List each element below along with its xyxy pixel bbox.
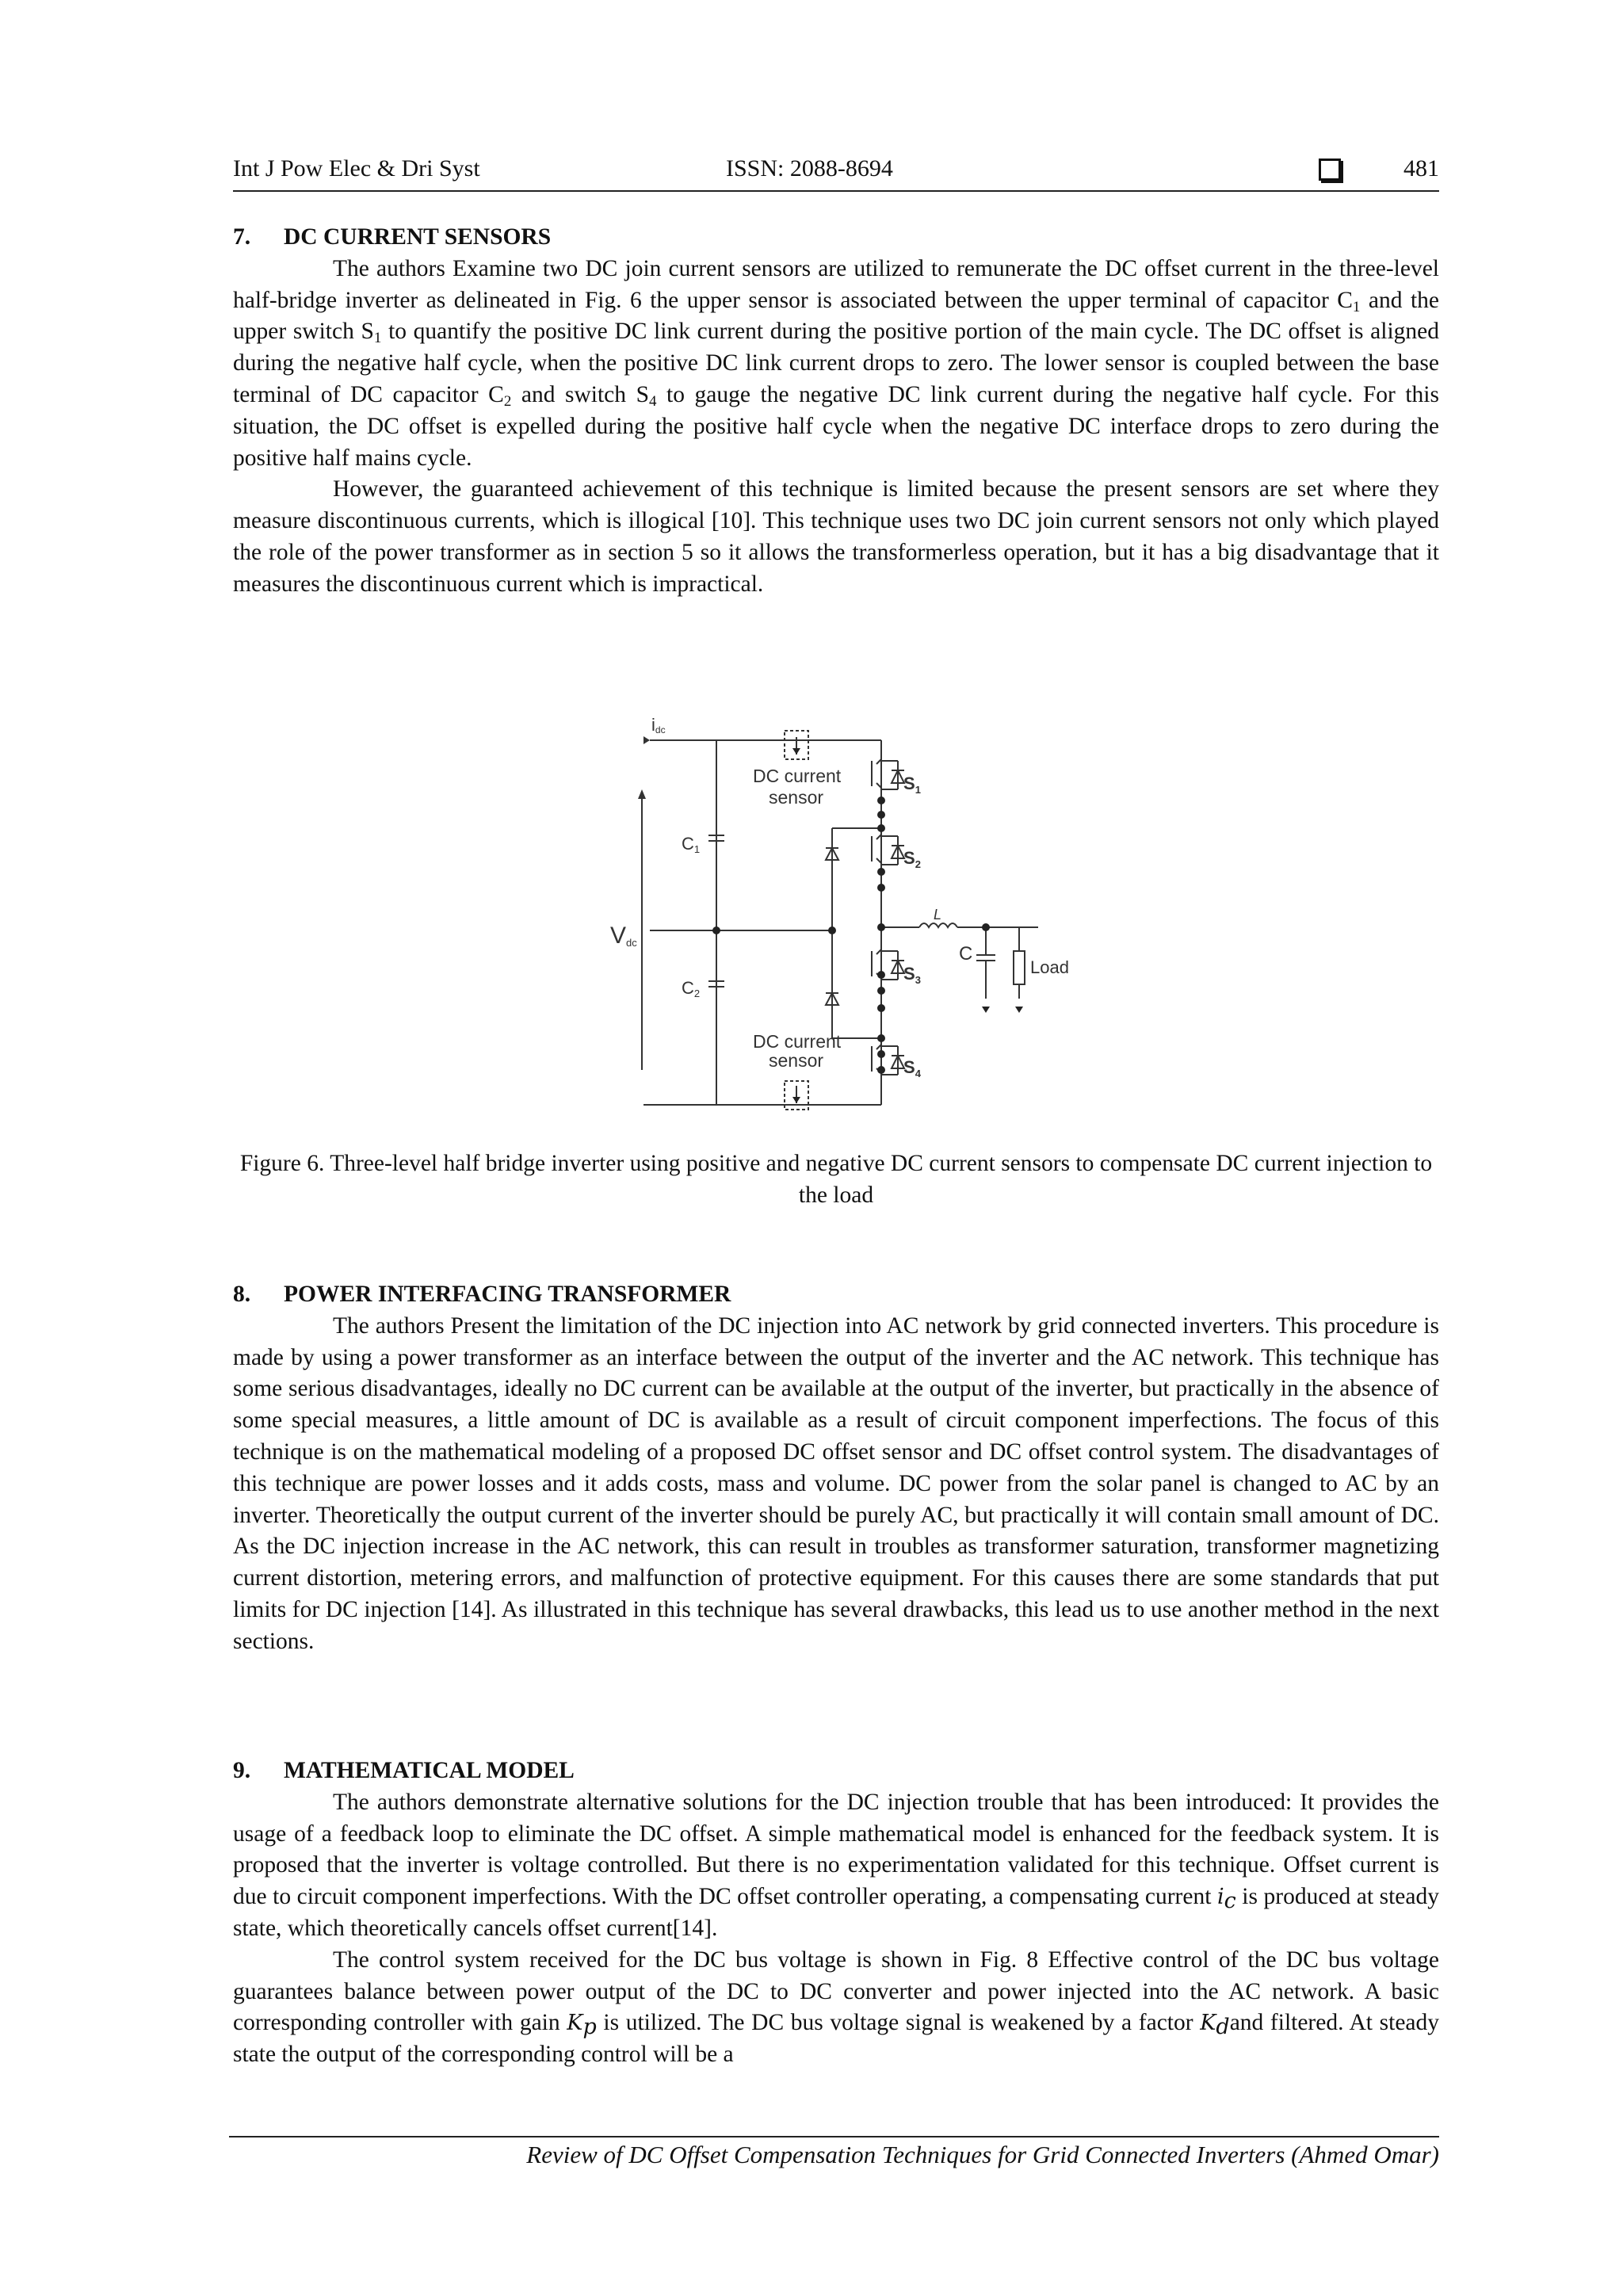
figure-6-circuit bbox=[571, 713, 1125, 1125]
section-9-paragraph-2: The control system received for the DC bus voltage is shown in Fig. 8 Effective control of the DC bus voltage guarantees balance between power output of the DC to DC converter and power injected into the AC network. A basic corresponding controller with gain $K_p$ is utilized. The DC bus voltage signal is weakened by a factor $K_dand$ filtered. At steady state the output of the corresponding control will be a bbox=[233, 1946, 1440, 2068]
c1-label: C1 bbox=[682, 834, 701, 855]
section-8-paragraph-1: The authors Present the limitation of the DC injection into AC network by grid connected inverters. This procedure is made by using a power transformer as an interface between the output of the inverter and the AC network. This technique has some serious disadvantages, ideally no DC current can be available at the output of the inverter, but practically in the absence of some special measures, a little amount of DC is available as a result of circuit component imperfections. The focus of this technique is on the mathematical modeling of a proposed DC offset sensor and DC offset control system. The disadvantages of this technique are power losses and it adds costs, mass and volume. DC power from the solar panel is changed to AC by an inverter. Theoretically the output current of the inverter should be purely AC, but practically it will contain small amount of DC. As the DC injection increase in the AC network, this can result in troubles as transformer saturation, transformer magnetizing current distortion, metering errors, and malfunction of protective equipment. For this causes there are some standards that put limits for DC injection [14]. As illustrated in this technique has several drawbacks, this lead us to use another method in the next sections. bbox=[233, 1312, 1439, 1654]
s2-label: $S_2$ bbox=[903, 848, 921, 870]
sensor-bottom-label-1: DC current bbox=[753, 1031, 842, 1052]
vdc-label: Vdc bbox=[610, 923, 637, 949]
section-7-paragraph-2: However, the guaranteed achievement of this technique is limited because the present sensors are set where they measure discontinuous currents, which is illogical [10]. This technique uses two DC join current sensors not only which played the role of the power transformer as in section 5 so it allows the transformerless operation, but it has a big disadvantage that it measures the discontinuous current which is impractical. bbox=[233, 476, 1439, 597]
s1-label: $S_1$ bbox=[903, 774, 921, 796]
load-label: Load bbox=[1030, 957, 1069, 977]
running-footer: Review of DC Offset Compensation Techniques for Grid Connected Inverters (Ahmed Omar) bbox=[526, 2141, 1439, 2168]
checkbox-square-icon bbox=[1319, 159, 1341, 181]
sensor-top-label-2: sensor bbox=[769, 787, 824, 808]
section-9-paragraph-1: The authors demonstrate alternative solutions for the DC injection trouble that has been introduced: It provides the usage of a feedback loop to eliminate the DC offset. A simple mathematical model is enhanced for the feedback system. It is proposed that the inverter is voltage controlled. But there is no experimentation validated for this technique. Offset current is due to circuit component imperfections. With the DC offset controller operating, a compensating current $i_c$ is produced at steady state, which theoretically cancels offset current[14]. bbox=[233, 1789, 1439, 1941]
section-8 bbox=[233, 1279, 1439, 1658]
issn: ISSN: 2088-8694 bbox=[726, 155, 893, 181]
idc-label: idc bbox=[651, 715, 666, 735]
sensor-top-label-1: DC current bbox=[753, 766, 842, 786]
sensor-bottom-label-2: sensor bbox=[769, 1050, 824, 1071]
journal-name: Int J Pow Elec & Dri Syst bbox=[233, 155, 480, 181]
running-header bbox=[233, 155, 1439, 192]
section-9 bbox=[233, 1755, 1439, 2071]
page-number: 481 bbox=[1403, 155, 1439, 181]
section-8-heading: 8. POWER INTERFACING TRANSFORMER bbox=[233, 1282, 731, 1307]
section-9-heading: 9. MATHEMATICAL MODEL bbox=[233, 1758, 575, 1783]
footer-rule bbox=[229, 2136, 1439, 2137]
section-7 bbox=[233, 222, 1439, 601]
inductor-label: L bbox=[934, 907, 942, 923]
section-7-paragraph-1: The authors Examine two DC join current sensors are utilized to remunerate the DC offset current in the three-level half-bridge inverter as delineated in Fig. 6 the upper sensor is associated between the upper terminal of capacitor $C_1$ and the upper switch $S_1$ to quantify the positive DC link current during the positive portion of the main cycle. The DC offset is aligned during the negative half cycle, when the positive DC link current drops to zero. The lower sensor is coupled between the base terminal of DC capacitor $C_2$ and switch $S_4$ to gauge the negative DC link current during the negative half cycle. For this situation, the DC offset is expelled during the positive half cycle when the negative DC interface drops to zero during the positive half mains cycle. bbox=[233, 255, 1440, 471]
output-capacitor-label: C bbox=[959, 943, 973, 965]
s3-label: $S_3$ bbox=[903, 964, 921, 986]
section-7-heading: 7. DC CURRENT SENSORS bbox=[233, 224, 552, 250]
s4-label: $S_4$ bbox=[903, 1057, 921, 1079]
figure-6-caption: Figure 6. Three-level half bridge inverter using positive and negative DC current sensors to compensate DC current injection to the load bbox=[239, 1151, 1433, 1208]
c2-label: C2 bbox=[682, 978, 701, 999]
